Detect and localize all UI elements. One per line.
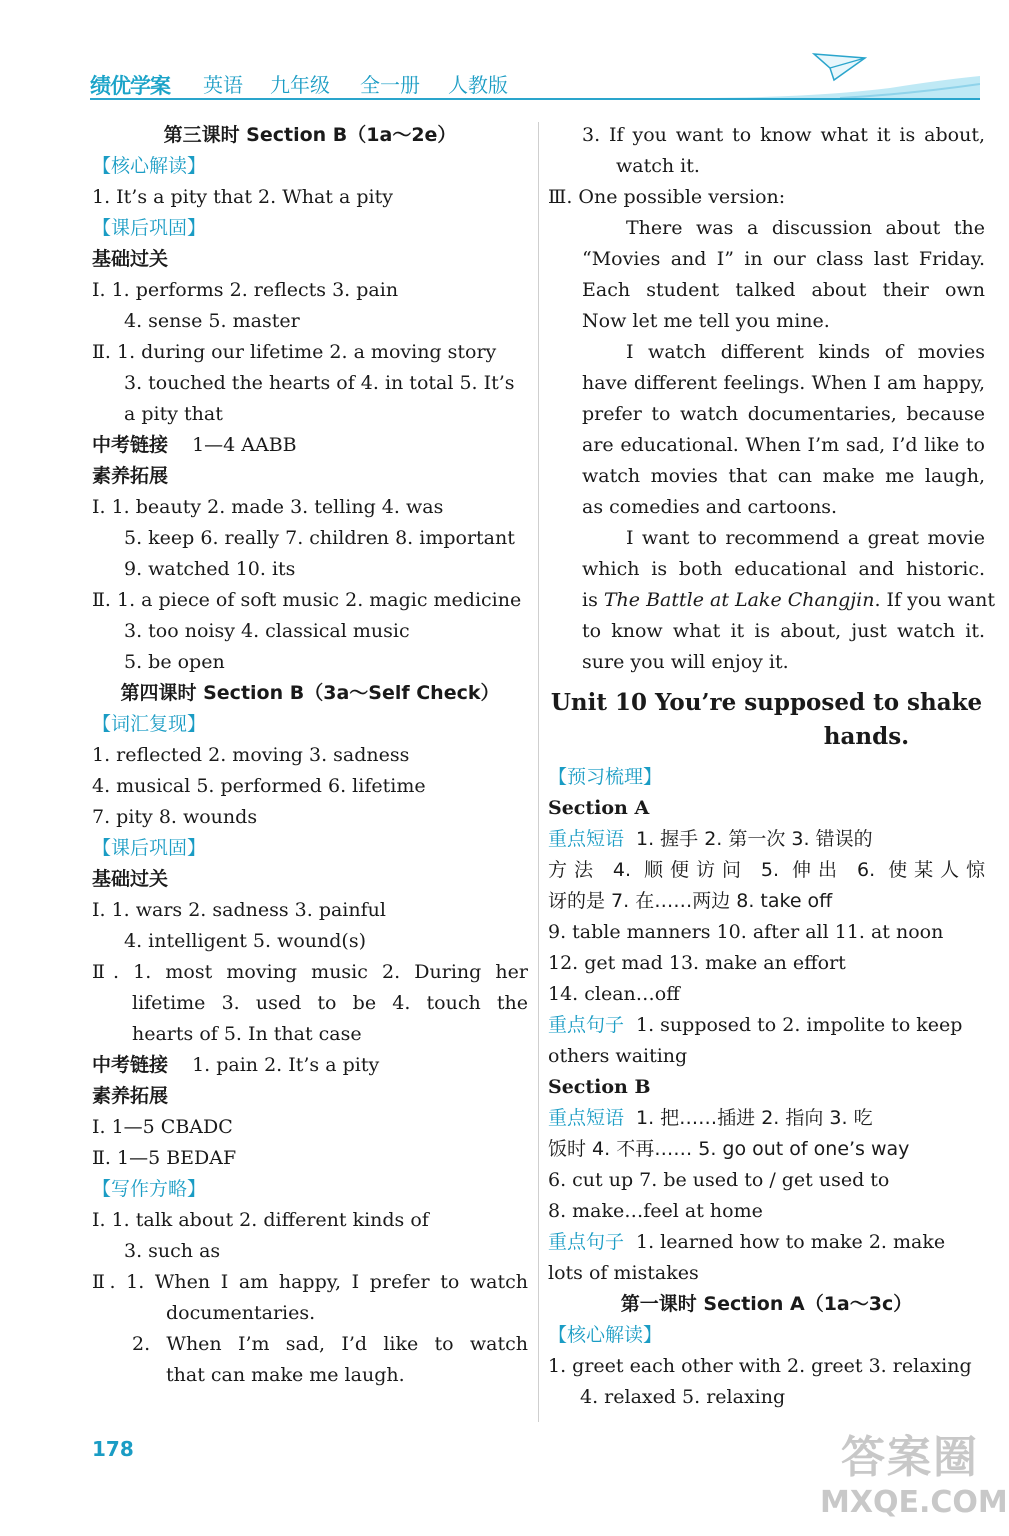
subheading: 基础过关 bbox=[92, 248, 169, 270]
answer-line: Ⅱ. 1. When I am happy, I prefer to watch bbox=[92, 1271, 528, 1293]
answer-line: 2. When I’m sad, I’d like to watch bbox=[132, 1333, 528, 1355]
unit-title: Unit 10 You’re supposed to shake bbox=[550, 689, 983, 716]
essay-line: There was a discussion about the bbox=[626, 217, 985, 239]
header-edition: 人教版 bbox=[448, 73, 508, 97]
answer-line: a pity that bbox=[124, 403, 223, 425]
answer-text: 1. learned how to make 2. make bbox=[636, 1231, 946, 1253]
essay-line: as comedies and cartoons. bbox=[582, 496, 838, 518]
section-heading: 【课后巩固】 bbox=[92, 837, 207, 859]
answer-line: 9. watched 10. its bbox=[124, 558, 296, 580]
answer-line: 4. sense 5. master bbox=[124, 310, 300, 332]
key-sentences-label: 重点句子 bbox=[548, 1231, 625, 1253]
answer-text: 1. 把……插进 2. 指向 3. 吃 bbox=[636, 1107, 873, 1129]
section-title: 第一课时 Section A（1a～3c） bbox=[620, 1293, 913, 1315]
answer-line: 6. cut up 7. be used to / get used to bbox=[548, 1169, 890, 1191]
answer-line: 7. pity 8. wounds bbox=[92, 806, 258, 828]
answer-text: 1. 握手 2. 第一次 3. 错误的 bbox=[636, 828, 873, 850]
answer-text: 1. supposed to 2. impolite to keep bbox=[636, 1014, 963, 1036]
answer-line: 9. table manners 10. after all 11. at noon bbox=[548, 921, 944, 943]
answer-line bbox=[92, 430, 528, 461]
section-heading: 【预习梳理】 bbox=[548, 766, 663, 788]
answer-line: watch it. bbox=[616, 155, 700, 177]
essay-line: sure you will enjoy it. bbox=[582, 651, 789, 673]
essay-line: Now let me tell you mine. bbox=[582, 310, 830, 332]
page-number: 178 bbox=[92, 1437, 134, 1461]
answer-line: Ⅰ. 1. talk about 2. different kinds of bbox=[92, 1209, 429, 1231]
essay-line: I want to recommend a great movie bbox=[626, 527, 985, 549]
essay-line bbox=[548, 585, 996, 616]
section-title: 第三课时 Section B（1a～2e） bbox=[163, 124, 457, 146]
key-phrases-label: 重点短语 bbox=[548, 828, 625, 850]
answer-line: Ⅰ. 1. performs 2. reflects 3. pain bbox=[92, 279, 399, 301]
header-subject: 英语 bbox=[203, 73, 243, 97]
essay-line: which is both educational and historic. bbox=[582, 558, 985, 580]
key-sentences-label: 重点句子 bbox=[548, 1014, 625, 1036]
answer-line: Ⅱ. 1. most moving music 2. During her bbox=[92, 961, 528, 983]
answer-line: that can make me laugh. bbox=[166, 1364, 405, 1386]
answer-line: 14. clean…off bbox=[548, 983, 680, 1005]
answer-line bbox=[548, 1103, 985, 1134]
right-column bbox=[548, 120, 996, 1413]
answer-line bbox=[548, 1010, 985, 1041]
subheading: 素养拓展 bbox=[92, 465, 169, 487]
answer-line: 3. too noisy 4. classical music bbox=[124, 620, 410, 642]
zhongkao-label: 中考链接 bbox=[92, 1054, 169, 1076]
essay-fragment: is bbox=[582, 589, 604, 611]
zhongkao-label: 中考链接 bbox=[92, 434, 169, 456]
section-heading: 【核心解读】 bbox=[548, 1324, 663, 1346]
subheading: 基础过关 bbox=[92, 868, 169, 890]
answer-line: 5. be open bbox=[124, 651, 225, 673]
section-heading: 【写作方略】 bbox=[92, 1178, 207, 1200]
zhongkao-answers: 1. pain 2. It’s a pity bbox=[192, 1054, 380, 1076]
watermark bbox=[820, 1430, 1008, 1530]
answer-line: Ⅰ. 1. beauty 2. made 3. telling 4. was bbox=[92, 496, 444, 518]
answer-line: 5. keep 6. really 7. children 8. important bbox=[124, 527, 515, 549]
section-heading: 【核心解读】 bbox=[92, 155, 207, 177]
essay-line: are educational. When I’m sad, I’d like to bbox=[582, 434, 985, 456]
header-rule bbox=[90, 98, 980, 100]
answer-line bbox=[92, 1050, 528, 1081]
answer-line: Ⅲ. One possible version: bbox=[548, 186, 786, 208]
answer-line: documentaries. bbox=[166, 1302, 316, 1324]
answer-line: 4. relaxed 5. relaxing bbox=[580, 1386, 786, 1408]
answer-line: 1. It’s a pity that 2. What a pity bbox=[92, 186, 393, 208]
watermark-url: MXQE.COM bbox=[820, 1485, 1008, 1520]
answer-line: 1. reflected 2. moving 3. sadness bbox=[92, 744, 410, 766]
section-title: 第四课时 Section B（3a～Self Check） bbox=[120, 682, 500, 704]
watermark-logo-text: 答案圈 bbox=[841, 1432, 979, 1483]
left-column bbox=[92, 120, 528, 1391]
series-logo: 绩优学案 bbox=[90, 74, 170, 98]
answer-line: Ⅰ. 1—5 CBADC bbox=[92, 1116, 233, 1138]
essay-line: I watch different kinds of movies bbox=[626, 341, 985, 363]
answer-line: lifetime 3. used to be 4. touch the bbox=[132, 992, 528, 1014]
answer-line: 3. such as bbox=[124, 1240, 221, 1262]
unit-title-continued: hands. bbox=[823, 723, 910, 750]
answer-line: 3. touched the hearts of 4. in total 5. It’s bbox=[124, 372, 515, 394]
subheading: Section A bbox=[548, 797, 650, 819]
answer-line: 12. get mad 13. make an effort bbox=[548, 952, 846, 974]
essay-line: to know what it is about, just watch it. bbox=[582, 620, 985, 642]
answer-line: Ⅱ. 1. a piece of soft music 2. magic medicine bbox=[92, 589, 522, 611]
section-heading: 【课后巩固】 bbox=[92, 217, 207, 239]
answer-line bbox=[548, 824, 985, 855]
answer-line: 8. make…feel at home bbox=[548, 1200, 763, 1222]
subheading: Section B bbox=[548, 1076, 651, 1098]
answer-line: hearts of 5. In that case bbox=[132, 1023, 362, 1045]
answer-line: 方法 4. 顺便访问 5. 伸出 6. 使某人惊 bbox=[548, 859, 985, 881]
answer-line: 饭时 4. 不再…… 5. go out of one’s way bbox=[548, 1138, 910, 1160]
column-divider bbox=[538, 122, 539, 1422]
section-heading: 【词汇复现】 bbox=[92, 713, 207, 735]
subheading: 素养拓展 bbox=[92, 1085, 169, 1107]
answer-line: 3. If you want to know what it is about, bbox=[582, 124, 985, 146]
answer-line: 1. greet each other with 2. greet 3. relaxing bbox=[548, 1355, 972, 1377]
header-volume: 全一册 bbox=[360, 73, 420, 97]
answer-line: lots of mistakes bbox=[548, 1262, 699, 1284]
answer-line: Ⅱ. 1. during our lifetime 2. a moving story bbox=[92, 341, 497, 363]
essay-line: prefer to watch documentaries, because bbox=[582, 403, 985, 425]
answer-line bbox=[548, 1227, 985, 1258]
answer-line: 讶的是 7. 在……两边 8. take off bbox=[548, 890, 833, 912]
answer-line: 4. musical 5. performed 6. lifetime bbox=[92, 775, 426, 797]
essay-line: have different feelings. When I am happy, bbox=[582, 372, 985, 394]
answer-line: 4. intelligent 5. wound(s) bbox=[124, 930, 366, 952]
essay-line: watch movies that can make me laugh, bbox=[582, 465, 985, 487]
header-grade: 九年级 bbox=[270, 73, 330, 97]
paper-plane-icon bbox=[812, 50, 867, 84]
answer-line: others waiting bbox=[548, 1045, 688, 1067]
movie-title: The Battle at Lake Changjin bbox=[603, 589, 875, 611]
essay-fragment: . If you want bbox=[874, 589, 996, 611]
zhongkao-answers: 1—4 AABB bbox=[192, 434, 297, 456]
essay-line: “Movies and I” in our class last Friday. bbox=[582, 248, 985, 270]
answer-line: Ⅱ. 1—5 BEDAF bbox=[92, 1147, 237, 1169]
answer-line: Ⅰ. 1. wars 2. sadness 3. painful bbox=[92, 899, 386, 921]
page-header bbox=[0, 0, 1009, 110]
essay-line: Each student talked about their own bbox=[582, 279, 985, 301]
key-phrases-label: 重点短语 bbox=[548, 1107, 625, 1129]
